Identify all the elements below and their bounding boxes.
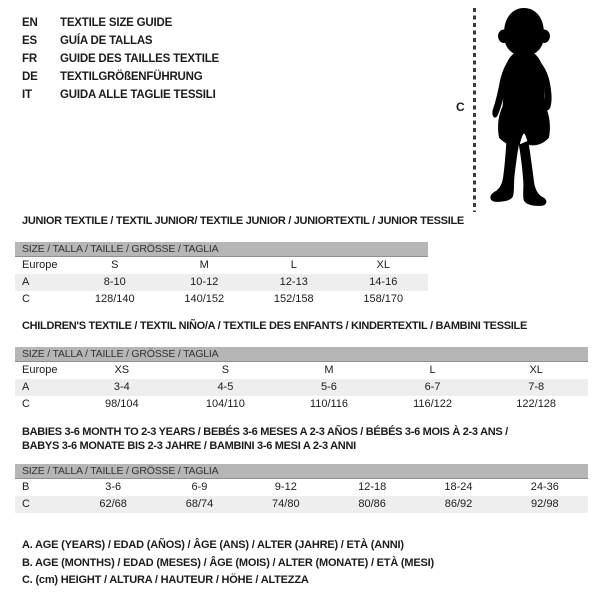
toddler-silhouette-icon bbox=[481, 6, 567, 210]
language-row-it bbox=[22, 86, 219, 104]
row-value: S bbox=[111, 259, 119, 271]
table-size-header: SIZE / TALLA / TAILLE / GRÖSSE / TAGLIA bbox=[15, 242, 428, 257]
row-value: S bbox=[221, 364, 230, 376]
row-value: 18-24 bbox=[444, 481, 473, 493]
row-label: Europe bbox=[22, 364, 58, 376]
footnote-age-years: A. AGE (YEARS) / EDAD (AÑOS) / ÂGE (ANS) / ALTER (JAHRE) / ETÀ (ANNI) bbox=[22, 539, 404, 551]
row-value: 24-36 bbox=[530, 481, 559, 493]
row-label: C bbox=[22, 398, 30, 410]
lang-label: GUIDA ALLE TAGLIE TESSILI bbox=[60, 89, 216, 101]
row-value: 14-16 bbox=[369, 276, 398, 288]
table-size-header: SIZE / TALLA / TAILLE / GRÖSSE / TAGLIA bbox=[15, 347, 588, 362]
row-value: 152/158 bbox=[273, 293, 314, 305]
row-value: 104/110 bbox=[205, 398, 245, 410]
table-row bbox=[15, 396, 588, 413]
row-value: 86/92 bbox=[444, 498, 473, 510]
table-row bbox=[15, 274, 428, 291]
row-value: XL bbox=[529, 364, 543, 376]
language-row-fr bbox=[22, 50, 219, 68]
row-value: 110/116 bbox=[309, 398, 349, 410]
lang-code: FR bbox=[22, 53, 37, 65]
row-value: 80/86 bbox=[358, 498, 386, 510]
row-label: Europe bbox=[22, 259, 58, 271]
row-value: 74/80 bbox=[272, 498, 300, 510]
row-value: M bbox=[324, 364, 334, 376]
section-title bbox=[15, 425, 588, 453]
table-title-line: JUNIOR TEXTILE / TEXTIL JUNIOR/ TEXTILE JUNIOR / JUNIORTEXTIL / JUNIOR TESSILE bbox=[22, 215, 464, 227]
row-value: 122/128 bbox=[516, 398, 557, 410]
table-title-line: BABIES 3-6 MONTH TO 2-3 YEARS / BEBÉS 3-6 MESES A 2-3 AÑOS / BÉBÉS 3-6 MOIS À 2-3 ANS / bbox=[22, 426, 508, 438]
row-value: 10-12 bbox=[190, 276, 219, 288]
row-value: 12-13 bbox=[279, 276, 308, 288]
row-value: 68/74 bbox=[185, 498, 214, 510]
lang-label: TEXTILGRÖßENFÜHRUNG bbox=[60, 71, 203, 83]
lang-code: IT bbox=[22, 89, 32, 101]
section-title bbox=[15, 319, 588, 333]
row-value: 4-5 bbox=[217, 381, 234, 393]
height-measure-dashed-line bbox=[473, 8, 476, 212]
height-figure bbox=[440, 0, 600, 220]
row-label: C bbox=[22, 498, 30, 510]
table-title-line: BABYS 3-6 MONATE BIS 2-3 JAHRE / BAMBINI 3-6 MESI A 2-3 ANNI bbox=[22, 440, 356, 452]
babies-size-table bbox=[15, 464, 588, 513]
footnotes bbox=[22, 537, 434, 590]
section-junior-textile bbox=[15, 214, 588, 308]
lang-label: GUÍA DE TALLAS bbox=[60, 35, 153, 47]
table-row bbox=[15, 291, 428, 308]
row-value: 9-12 bbox=[274, 481, 297, 493]
language-row-en bbox=[22, 14, 219, 32]
row-value: L bbox=[290, 259, 297, 271]
table-size-header: SIZE / TALLA / TAILLE / GRÖSSE / TAGLIA bbox=[15, 464, 588, 479]
junior-size-table bbox=[15, 242, 428, 308]
row-value: XS bbox=[114, 364, 130, 376]
row-value: 158/170 bbox=[363, 293, 404, 305]
row-label: A bbox=[22, 381, 30, 393]
footnote-height-cm: C. (cm) HEIGHT / ALTURA / HAUTEUR / HÖHE / ALTEZZA bbox=[22, 574, 309, 586]
row-value: 6-7 bbox=[424, 381, 441, 393]
lang-code: ES bbox=[22, 35, 37, 47]
row-value: L bbox=[429, 364, 436, 376]
row-value: 62/68 bbox=[99, 498, 127, 510]
lang-code: EN bbox=[22, 17, 38, 29]
table-row bbox=[15, 362, 588, 379]
row-value: 5-6 bbox=[321, 381, 337, 393]
table-title-line: CHILDREN'S TEXTILE / TEXTIL NIÑO/A / TEXTILE DES ENFANTS / KINDERTEXTIL / BAMBINI TESSILE bbox=[22, 320, 527, 332]
language-list bbox=[22, 14, 219, 104]
section-title bbox=[15, 214, 588, 228]
row-value: 6-9 bbox=[191, 481, 208, 493]
row-label: A bbox=[22, 276, 30, 288]
row-value: 12-18 bbox=[358, 481, 387, 493]
language-row-de bbox=[22, 68, 219, 86]
row-value: 8-10 bbox=[103, 276, 126, 288]
row-value: 98/104 bbox=[104, 398, 139, 410]
row-value: 7-8 bbox=[528, 381, 545, 393]
row-value: 140/152 bbox=[184, 293, 225, 305]
row-label: B bbox=[22, 481, 30, 493]
lang-label: GUIDE DES TAILLES TEXTILE bbox=[60, 53, 219, 65]
children-size-table bbox=[15, 347, 588, 413]
row-label: C bbox=[22, 293, 30, 305]
lang-label: TEXTILE SIZE GUIDE bbox=[60, 17, 173, 29]
table-row bbox=[15, 479, 588, 496]
section-children-textile bbox=[15, 319, 588, 413]
language-row-es bbox=[22, 32, 219, 50]
lang-code: DE bbox=[22, 71, 38, 83]
row-value: 128/140 bbox=[94, 293, 135, 305]
row-value: 116/122 bbox=[413, 398, 453, 410]
row-value: 92/98 bbox=[531, 498, 559, 510]
section-babies-textile bbox=[15, 425, 588, 513]
height-measure-label: C bbox=[456, 100, 465, 114]
table-row bbox=[15, 379, 588, 396]
row-value: M bbox=[199, 259, 209, 271]
row-value: XL bbox=[376, 259, 390, 271]
table-row bbox=[15, 496, 588, 513]
row-value: 3-4 bbox=[113, 381, 130, 393]
footnote-age-months: B. AGE (MONTHS) / EDAD (MESES) / ÂGE (MOIS) / ALTER (MONATE) / ETÀ (MESI) bbox=[22, 556, 434, 569]
table-row bbox=[15, 257, 428, 274]
row-value: 3-6 bbox=[105, 481, 122, 493]
